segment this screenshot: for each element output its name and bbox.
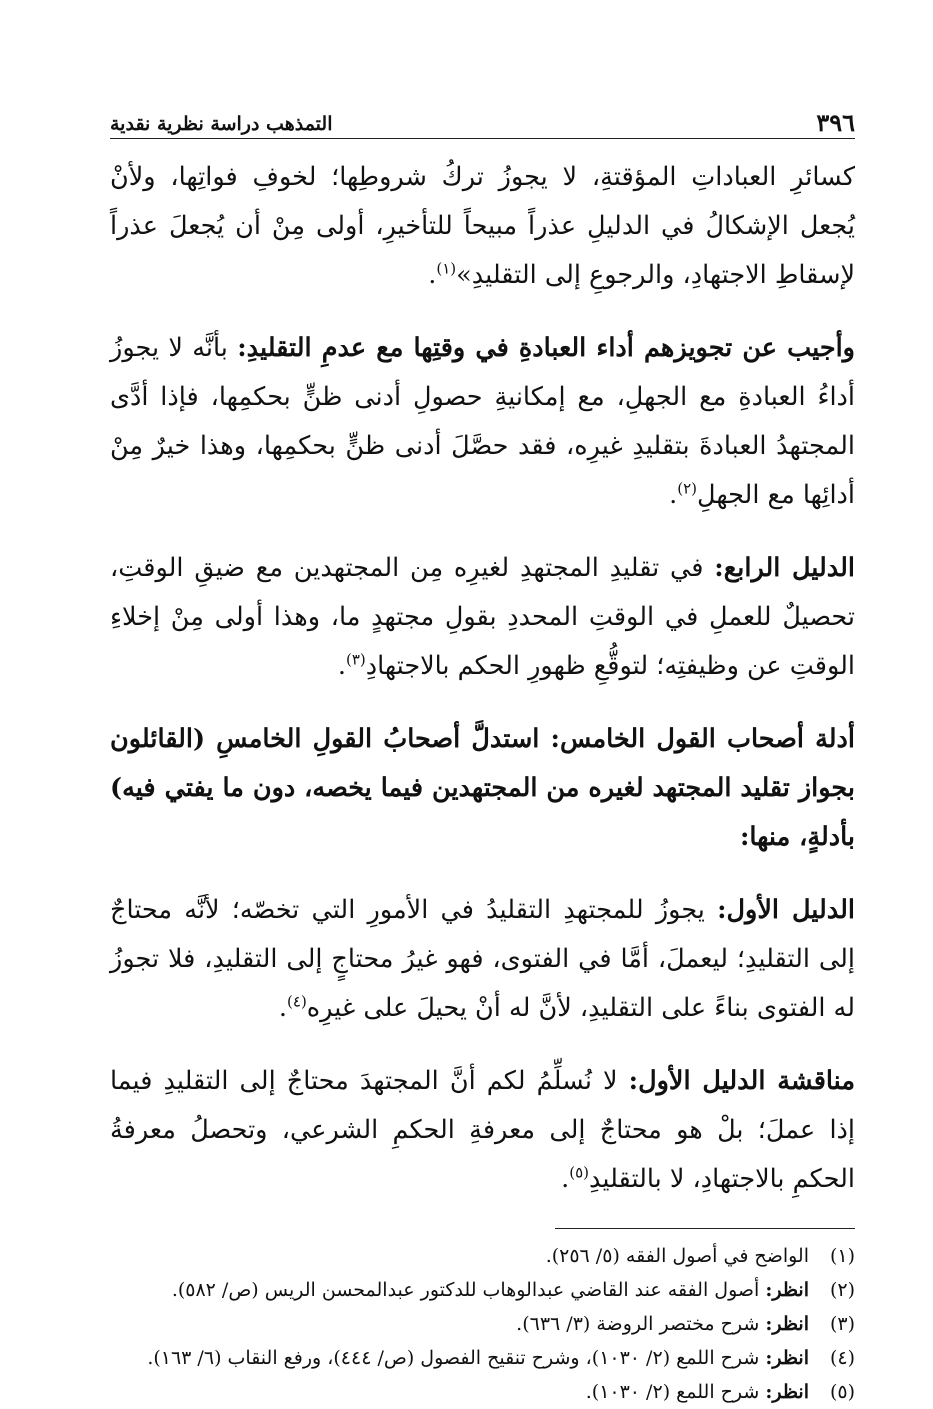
- paragraph-fourth-evidence: [110, 544, 855, 691]
- paragraph-lead: وأجيب عن تجويزهم أداء العبادةِ في وقتِها مع عدمِ التقليدِ:: [237, 333, 855, 363]
- footnotes: [110, 1239, 855, 1409]
- footnote-number: (٢): [829, 1279, 855, 1301]
- footnote-ref[interactable]: (٢): [677, 479, 698, 498]
- paragraph-end: .: [337, 651, 346, 681]
- footnote-item: [110, 1307, 855, 1341]
- paragraph-fifth-opinion-heading: [110, 715, 855, 862]
- body-text: [110, 153, 855, 1204]
- footnote-label: انظر:: [765, 1279, 809, 1301]
- footnote-ref[interactable]: (٤): [287, 992, 307, 1011]
- footnote-number: (١): [829, 1245, 855, 1267]
- paragraph-reply: [110, 324, 855, 520]
- paragraph-first-evidence: [110, 886, 855, 1033]
- footnote-item: [110, 1375, 855, 1409]
- footnote-label: انظر:: [765, 1313, 809, 1335]
- paragraph-lead: الدليل الأول:: [717, 895, 856, 925]
- paragraph-end: .: [428, 260, 437, 290]
- footnote-divider: [555, 1228, 855, 1229]
- footnote-text: الواضح في أصول الفقه (٥/ ٢٥٦).: [545, 1245, 809, 1267]
- paragraph-quote-end: [110, 153, 855, 300]
- footnote-number: (٥): [829, 1381, 855, 1403]
- running-header: [110, 100, 855, 139]
- footnote-text: شرح اللمع (٢/ ١٠٣٠).: [585, 1381, 766, 1403]
- footnote-item: [110, 1239, 855, 1273]
- book-page: [110, 100, 856, 1403]
- footnote-label: انظر:: [765, 1347, 809, 1369]
- paragraph-end: .: [669, 480, 678, 510]
- paragraph-text: بأنَّه لا يجوزُ أداءُ العبادةِ مع الجهلِ، مع إمكانيةِ حصولِ أدنى ظنٍّ بحكمِها، فإذا أدَّى المجتهدُ العبادةَ بتقليدِ غيرِه، فقد حصَّلَ أدنى ظنٍّ بحكمِها، وهذا خيرٌ مِنْ أدائِها مع الجهلِ: [110, 333, 855, 510]
- footnote-text: أصول الفقه عند القاضي عبدالوهاب للدكتور عبدالمحسن الريس (ص/ ٥٨٢).: [171, 1279, 766, 1301]
- paragraph-lead: أدلة أصحاب القول الخامس: استدلَّ أصحابُ القولِ الخامسِ (القائلون بجواز تقليد المجتهد لغيره من المجتهدين فيما يخصه، دون ما يفتي فيه) بأدلةٍ، منها:: [110, 724, 855, 852]
- footnote-number: (٤): [829, 1347, 855, 1369]
- footnote-item: [110, 1341, 855, 1375]
- footnote-text: شرح اللمع (٢/ ١٠٣٠)، وشرح تنقيح الفصول (ص/ ٤٤٤)، ورفع النقاب (٦/ ١٦٣).: [147, 1347, 766, 1369]
- footnote-ref[interactable]: (١): [436, 259, 457, 278]
- paragraph-lead: الدليل الرابع:: [714, 553, 856, 583]
- header-title: التمذهب دراسة نظرية نقدية: [110, 113, 333, 135]
- paragraph-text: كسائرِ العباداتِ المؤقتةِ، لا يجوزُ تركُ شروطِها؛ لخوفِ فواتِها، ولأنْ يُجعل الإشكالُ في الدليلِ عذراً مبيحاً للتأخيرِ، أولى مِنْ أن يُجعلَ عذراً لإسقاطِ الاجتهادِ، والرجوعِ إلى التقليدِ»: [110, 162, 855, 290]
- paragraph-text: في تقليدِ المجتهدِ لغيرِه مِن المجتهدين مع ضيقِ الوقتِ، تحصيلٌ للعملِ في الوقتِ المحددِ بقولِ مجتهدٍ ما، وهذا أولى مِنْ إخلاءِ الوقتِ عن وظيفتِه؛ لتوقُّعِ ظهورِ الحكم بالاجتهادِ: [110, 553, 855, 681]
- footnote-ref[interactable]: (٣): [345, 650, 366, 669]
- paragraph-first-evidence-discussion: [110, 1057, 855, 1204]
- paragraph-text: لا نُسلِّمُ لكم أنَّ المجتهدَ محتاجٌ إلى التقليدِ فيما إذا عملَ؛ بلْ هو محتاجٌ إلى معرفةِ الحكمِ الشرعي، وتحصلُ معرفةُ الحكمِ بالاجتهادِ، لا بالتقليدِ: [110, 1066, 855, 1194]
- paragraph-end: .: [278, 993, 288, 1023]
- paragraph-text: يجوزُ للمجتهدِ التقليدُ في الأمورِ التي تخصّه؛ لأنَّه محتاجٌ إلى التقليدِ؛ ليعملَ، أمَّا في الفتوى، فهو غيرُ محتاجٍ إلى التقليدِ، فلا تجوزُ له الفتوى بناءً على التقليدِ، لأنَّ له أنْ يحيلَ على غيرِه: [110, 895, 855, 1023]
- footnote-item: [110, 1273, 855, 1307]
- footnote-ref[interactable]: (٥): [569, 1163, 590, 1182]
- page-number: ٣٩٦: [816, 108, 855, 137]
- footnote-text: شرح مختصر الروضة (٣/ ٦٣٦).: [516, 1313, 766, 1335]
- paragraph-end: .: [561, 1164, 570, 1194]
- footnote-number: (٣): [829, 1313, 855, 1335]
- footnote-label: انظر:: [765, 1381, 809, 1403]
- paragraph-lead: مناقشة الدليل الأول:: [628, 1066, 856, 1096]
